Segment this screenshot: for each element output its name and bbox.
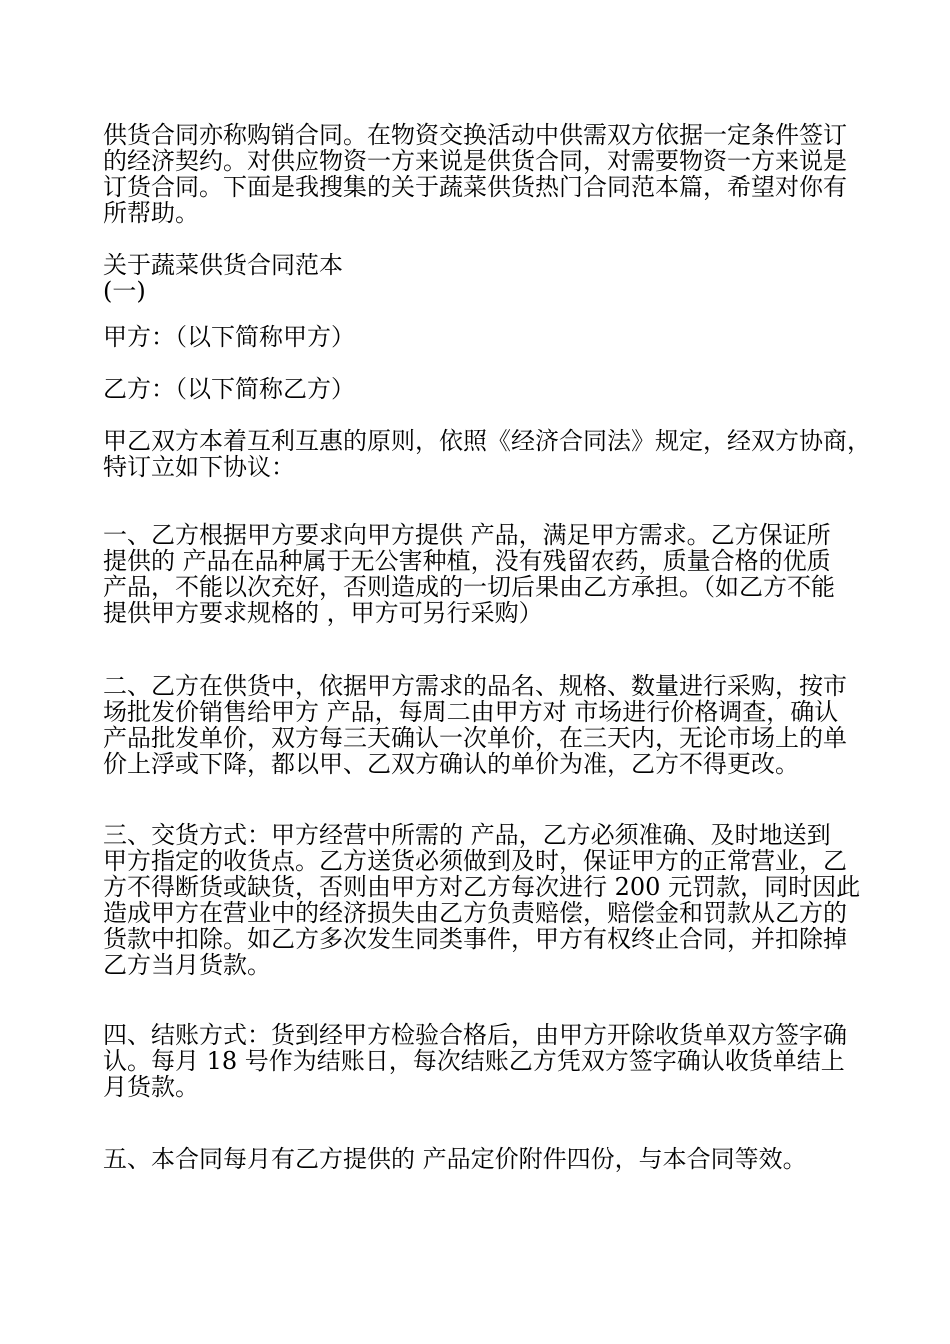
clause-1-line: 提供的 产品在品种属于无公害种植，没有残留农药，质量合格的优质 xyxy=(103,547,831,575)
clause-5-line: 五、本合同每月有乙方提供的 产品定价附件四份，与本合同等效。 xyxy=(103,1145,807,1173)
clause-1-line: 提供甲方要求规格的 ，甲方可另行采购） xyxy=(103,599,543,627)
clause-5 xyxy=(103,1146,863,1172)
preamble-line: 甲乙双方本着互利互惠的原则，依照《经济合同法》规定，经双方协商， xyxy=(103,427,871,455)
intro-line: 供货合同亦称购销合同。在物资交换活动中供需双方依据一定条件签订 xyxy=(103,121,847,149)
contract-number: (一) xyxy=(103,277,146,305)
clause-3-line: 方不得断货或缺货，否则由甲方对乙方每次进行 200 元罚款，同时因此 xyxy=(103,873,861,901)
clause-1-line: 产品，不能以次充好，否则造成的一切后果由乙方承担。（如乙方不能 xyxy=(103,573,835,601)
clause-3 xyxy=(103,822,863,978)
clause-3-line: 造成甲方在营业中的经济损失由乙方负责赔偿，赔偿金和罚款从乙方的 xyxy=(103,899,847,927)
party-a-line xyxy=(103,324,863,350)
party-a-label: 甲方：（以下简称甲方） xyxy=(103,323,355,351)
clause-4-line: 四、结账方式：货到经甲方检验合格后，由甲方开除收货单双方签字确 xyxy=(103,1021,847,1049)
preamble-paragraph xyxy=(103,427,871,481)
clause-3-line: 三、交货方式：甲方经营中所需的 产品，乙方必须准确、及时地送到 xyxy=(103,821,831,849)
clause-2-line: 产品批发单价，双方每三天确认一次单价，在三天内，无论市场上的单 xyxy=(103,724,847,752)
clause-3-line: 货款中扣除。如乙方多次发生同类事件，甲方有权终止合同，并扣除掉 xyxy=(103,925,847,953)
clause-2-line: 场批发价销售给甲方 产品，每周二由甲方对 市场进行价格调查，确认 xyxy=(103,698,839,726)
clause-1-line: 一、乙方根据甲方要求向甲方提供 产品，满足甲方需求。乙方保证所 xyxy=(103,521,831,549)
intro-line: 订货合同。下面是我搜集的关于蔬菜供货热门合同范本篇，希望对你有 xyxy=(103,173,847,201)
intro-paragraph xyxy=(103,122,863,226)
clause-2-line: 价上浮或下降，都以甲、乙双方确认的单价为准，乙方不得更改。 xyxy=(103,750,799,778)
clause-4-line: 月货款。 xyxy=(103,1073,199,1101)
contract-title: 关于蔬菜供货合同范本 xyxy=(103,251,343,279)
party-b-line xyxy=(103,376,863,402)
clause-3-line: 乙方当月货款。 xyxy=(103,951,271,979)
clause-1 xyxy=(103,522,863,626)
intro-line: 所帮助。 xyxy=(103,199,199,227)
clause-4 xyxy=(103,1022,863,1100)
party-b-label: 乙方：（以下简称乙方） xyxy=(103,375,355,403)
preamble-line: 特订立如下协议： xyxy=(103,453,295,481)
contract-heading xyxy=(103,252,863,304)
clause-3-line: 甲方指定的收货点。乙方送货必须做到及时，保证甲方的正常营业，乙 xyxy=(103,847,847,875)
clause-4-line: 认。每月 18 号作为结账日，每次结账乙方凭双方签字确认收货单结上 xyxy=(103,1047,845,1075)
intro-line: 的经济契约。对供应物资一方来说是供货合同，对需要物资一方来说是 xyxy=(103,147,847,175)
clause-2-line: 二、乙方在供货中，依据甲方需求的品名、规格、数量进行采购，按市 xyxy=(103,672,847,700)
clause-2 xyxy=(103,673,863,777)
